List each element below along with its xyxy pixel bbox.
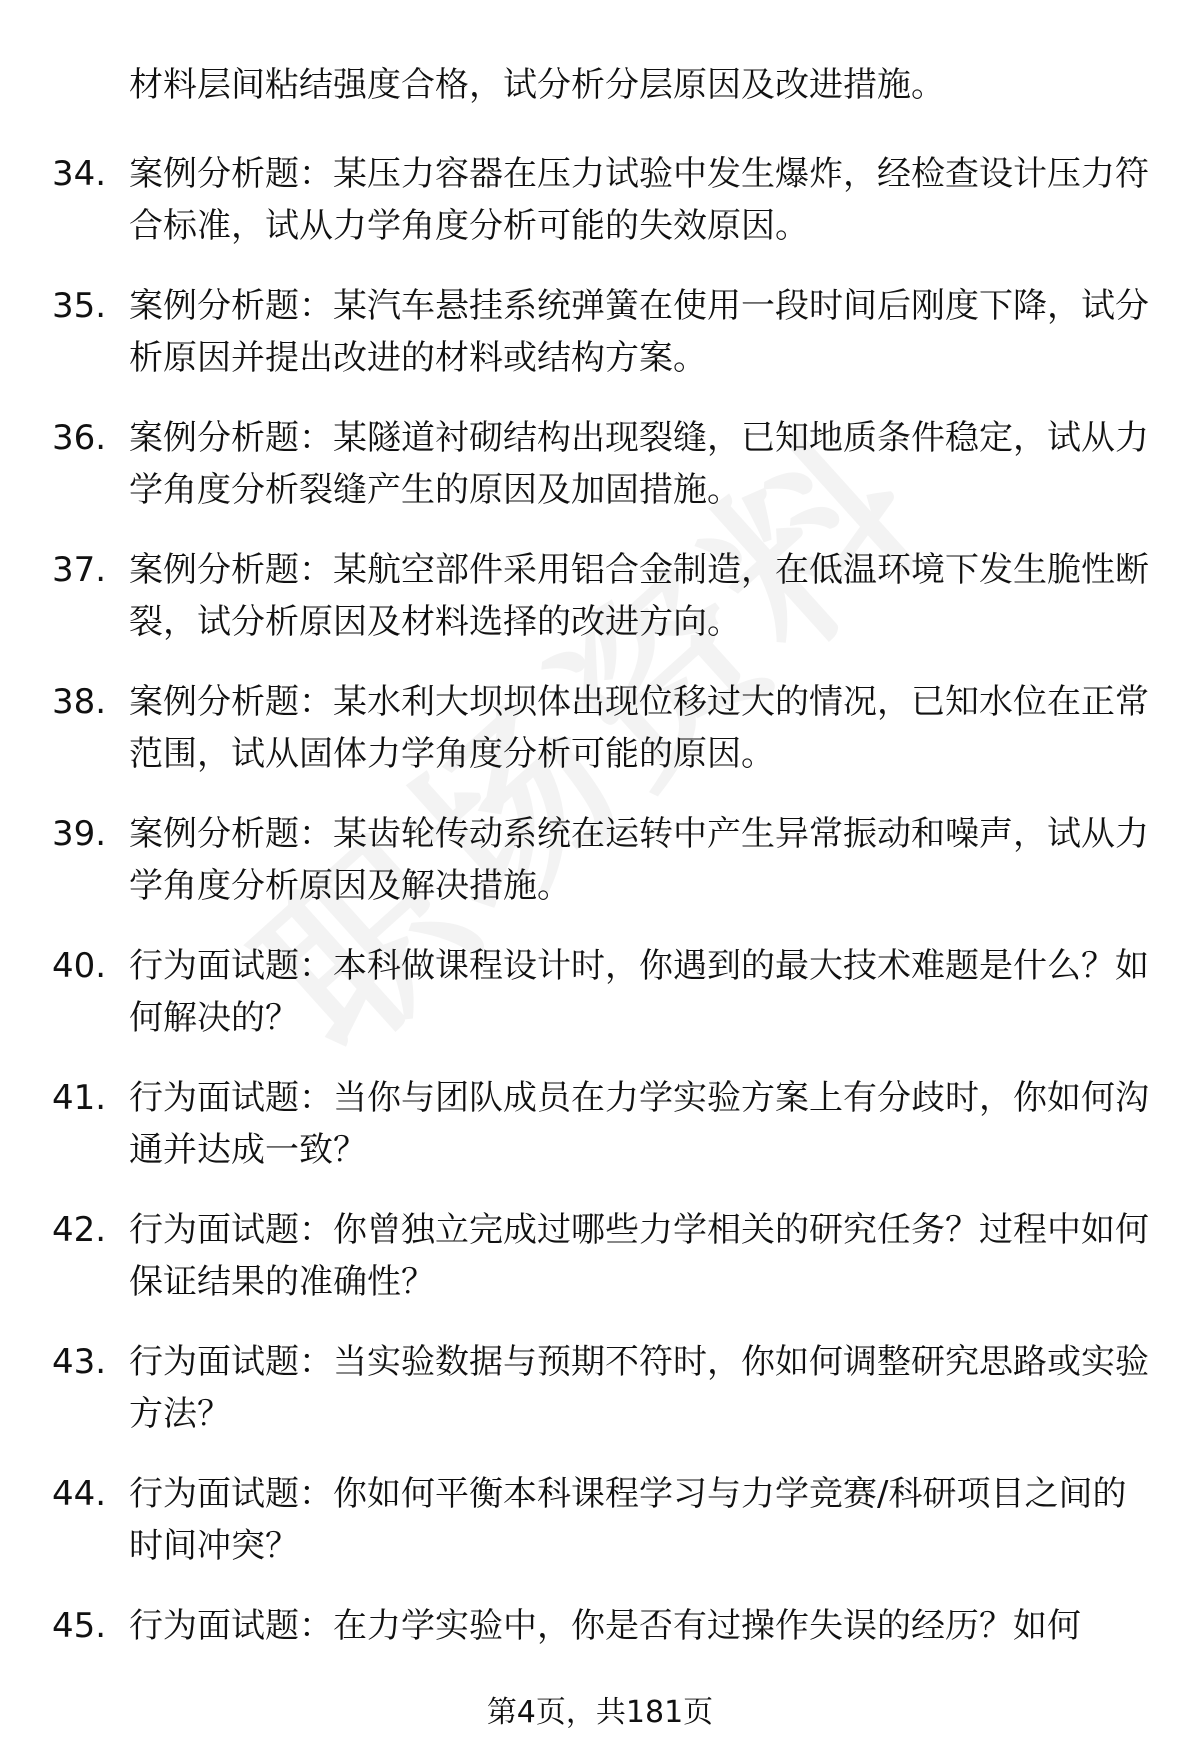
question-item: [52, 676, 1152, 780]
question-item: [52, 808, 1152, 912]
question-number: 42.: [52, 1210, 107, 1250]
question-item: [52, 1468, 1152, 1572]
question-item: [52, 1336, 1152, 1440]
question-number: 35.: [52, 286, 107, 326]
question-number: 40.: [52, 946, 107, 986]
question-number: 37.: [52, 550, 107, 590]
question-text: 行为面试题：当你与团队成员在力学实验方案上有分歧时，你如何沟通并达成一致？: [129, 1078, 1149, 1170]
question-text: 行为面试题：本科做课程设计时，你遇到的最大技术难题是什么？如何解决的？: [129, 946, 1149, 1038]
question-number: 34.: [52, 154, 107, 194]
question-number: 38.: [52, 682, 107, 722]
question-number: 41.: [52, 1078, 107, 1118]
question-text: 行为面试题：你如何平衡本科课程学习与力学竞赛/科研项目之间的时间冲突？: [129, 1474, 1127, 1566]
question-text: 案例分析题：某齿轮传动系统在运转中产生异常振动和噪声，试从力学角度分析原因及解决措施。: [129, 814, 1149, 906]
question-item: [52, 1600, 1152, 1652]
question-number: 43.: [52, 1342, 107, 1382]
question-text: 案例分析题：某水利大坝坝体出现位移过大的情况，已知水位在正常范围，试从固体力学角度分析可能的原因。: [129, 682, 1149, 774]
question-item: [52, 148, 1152, 252]
question-item: [52, 1204, 1152, 1308]
question-number: 36.: [52, 418, 107, 458]
question-text: 案例分析题：某汽车悬挂系统弹簧在使用一段时间后刚度下降，试分析原因并提出改进的材料或结构方案。: [129, 286, 1149, 378]
question-text: 案例分析题：某航空部件采用铝合金制造，在低温环境下发生脆性断裂，试分析原因及材料选择的改进方向。: [129, 550, 1149, 642]
question-item: [52, 412, 1152, 516]
question-text: 行为面试题：当实验数据与预期不符时，你如何调整研究思路或实验方法？: [129, 1342, 1149, 1434]
continued-paragraph: 材料层间粘结强度合格，试分析分层原因及改进措施。: [129, 65, 945, 105]
question-item: [52, 544, 1152, 648]
question-text: 案例分析题：某压力容器在压力试验中发生爆炸，经检查设计压力符合标准，试从力学角度分析可能的失效原因。: [129, 154, 1149, 246]
question-text: 行为面试题：在力学实验中，你是否有过操作失误的经历？如何: [129, 1606, 1081, 1646]
question-number: 44.: [52, 1474, 107, 1514]
question-number: 45.: [52, 1606, 107, 1646]
question-list: [52, 148, 1152, 1680]
question-text: 行为面试题：你曾独立完成过哪些力学相关的研究任务？过程中如何保证结果的准确性？: [129, 1210, 1149, 1302]
question-item: [52, 940, 1152, 1044]
page-footer: 第4页，共181页: [486, 1695, 714, 1730]
question-item: [52, 1072, 1152, 1176]
question-item: [52, 280, 1152, 384]
question-text: 案例分析题：某隧道衬砌结构出现裂缝，已知地质条件稳定，试从力学角度分析裂缝产生的原因及加固措施。: [129, 418, 1149, 510]
question-number: 39.: [52, 814, 107, 854]
